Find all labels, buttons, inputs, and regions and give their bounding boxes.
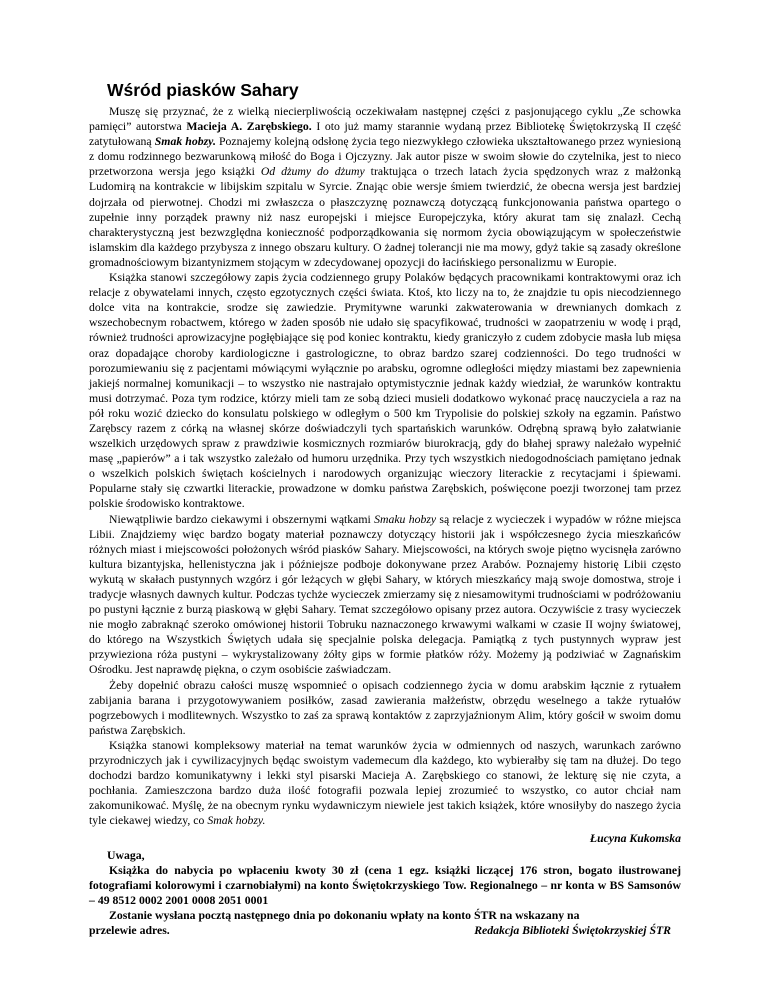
paragraph-3: [89, 512, 681, 678]
p1-text-b: I oto już mamy starannie wydaną przez Bibliotekę Świętokrzyską II część zatytułowaną: [89, 120, 681, 149]
paragraph-2: Książka stanowi szczegółowy zapis życia codziennego grupy Polaków będących pracownikami kontraktowymi oraz ich relacje z obywatelami innych, często egzotycznych części świata. Ktoś, kto liczy na to, że znajdzie tu opis niecodziennego dolce vita na kontrakcie, srodze się zawiedzie. Prymitywne warunki zakwaterowania w drewnianych domkach z wszechobecnym robactwem, którego w żaden sposób nie udało się spacyfikować, trudności w zaopatrzeniu w wodę i prąd, również trudności aprowizacyjne pogłębiające się pod koniec kontraktu, kiedy graniczyło z cudem zdobycie masła lub mięsa oraz dopadające choroby kardiologiczne i gastrologiczne, to obraz bardzo szarej codzienności. Do tego trudności w porozumiewaniu się z pacjentami mówiącymi wyłącznie po arabsku, ogromne odległości między miastami bez zapewnienia jakiejś normalnej komunikacji – to wszystko nie nastrajało optymistycznie jednak każdy wiedział, że warunków kontraktu musi dotrzymać. Poza tym rodzice, którzy mieli tam ze sobą dzieci musieli dodatkowo wykonać pracę nauczyciela a raz na pół roku wozić dziecko do konsulatu polskiego w odległym o 500 km Trypolisie do polskiej szkoły na egzamin. Państwo Zarębscy razem z córką na własnej skórze doświadczyli tych spartańskich warunków. Odrębną sprawą było załatwianie wszelkich urzędowych spraw z prawdziwie kosmicznych rozmiarów biurokracją, gdy do błahej sprawy należało wypełnić masę „papierów” a i tak wszystko zależało od humoru urzędnika. Przy tych wszystkich niedogodnościach pamiętano jednak o wszelkich polskich świętach kościelnych i narodowych organizując wieczory literackie z recytacjami i śpiewami. Popularne stały się czwartki literackie, prowadzone w domku państwa Zarębskich, poświęcone poezji tworzonej tam przez polskie środowisko kontraktowe.: [89, 271, 681, 511]
p5-text-a: Książka stanowi kompleksowy materiał na temat warunków życia w odmiennych od naszych, warunkach zarówno przyrodniczych jak i cywilizacyjnych będąc swoistym vademecum dla każdego, kto wybierałby się tam na dłużej. Do tego dochodzi bardzo komunikatywny i lekki styl pisarski Macieja A. Zarębskiego co stanowi, że lekturę się nie czyta, a pochłania. Zamieszczona bardzo duża ilość fotografii pozwala lepiej zrozumieć to wszystko, co autor chciał nam zakomunikować. Myślę, że na obecnym rynku wydawniczym niewiele jest takich książek, które wnosiłyby do naszego życia tyle ciekawej wiedzy, co: [89, 738, 681, 828]
notice-paragraph-2-end: przelewie adres.: [89, 924, 170, 938]
p3-text-a: Niewątpliwie bardzo ciekawymi i obszernymi wątkami: [109, 512, 375, 526]
p1-text-d: traktująca o trzech latach życia spędzonych wraz z małżonką Ludomirą na kontrakcie w libijskim szpitalu w Syrcie. Znając obie wersje śmiem twierdzić, że obecna wersja jest bardziej dojrzała od pierwotnej. Chodzi mi zwłaszcza o płaszczyznę poznawczą dotyczącą funkcjonowania państwa opartego o zupełnie inny porządek prawny niż nasz europejski i miejsce Europejczyka, który akurat tam się znalazł. Cechą charakterystyczną jest bezwzględna konieczność podporządkowania się normom życia obowiązującym w społeczeństwie islamskim dla każdego przybysza z innego obszaru kultury. O żadnej tolerancji nie ma mowy, gdyż takie są zasady określone gromadnościowym bizantynizmem stojącym w zdecydowanej opozycji do łacińskiego personalizmu w Europie.: [89, 165, 681, 269]
book-title-closing: Smak hobzy.: [207, 814, 266, 828]
paragraph-5: [89, 738, 681, 829]
p3-text-b: są relacje z wycieczek i wypadów w różne miejsca Libii. Znajdziemy więc bardzo bogaty materiał poznawczy dotyczący historii jak i współczesnego życia mieszkańców różnych miast i miejscowości położonych wśród piasków Sahary. Miejscowości, na których swoje piętno wycisnęła zarówno kultura bizantyjska, hellenistyczna jak i późniejsze podboje dokonywane przez Arabów. Poznajemy historię Libii często wykutą w skałach pustynnych wzgórz i gór leżących w głębi Sahary, w których mieszkańcy mają swoje domostwa, stroje i tradycje własnych dawnych kultur. Podczas tychże wycieczek zmierzamy się z niesamowitymi trudnościami w podróżowaniu po pustyni łącznie z burzą piaskową w głębi Sahary. Temat szczegółowo opisany przez autora. Oczywiście z trasy wycieczek nie mogło zabraknąć szeroko omówionej historii Tobruku naznaczonego krwawymi walkami w czasie II wojny światowej, do którego na Wszystkich Świętych udała się specjalnie polska delegacja. Pamiątką z tych pustynnych wypraw jest przywieziona róża pustyni – wykrystalizowany żółty gips w formie płatków róży. Możemy ją podziwiać w Zagnańskim Ośrodku. Jest naprawdę piękna, o czym osobiście zaświadczam.: [89, 512, 681, 677]
notice-paragraph-1: Książka do nabycia po wpłaceniu kwoty 30 zł (cena 1 egz. książki liczącej 176 stron, bogato ilustrowanej fotografiami kolorowymi i czarnobiałymi) na konto Świętokrzyskiego Tow. Regionalnego – nr konta w BS Samsonów – 49 8512 0002 2001 0008 2051 0001: [89, 863, 681, 907]
previous-book-title: Od dżumy do dżumy: [260, 165, 365, 179]
paragraph-4: Żeby dopełnić obrazu całości muszę wspomnieć o opisach codziennego życia w domu arabskim łącznie z rytuałem zabijania barana i przygotowywaniem posiłków, zasad zawierania małżeństw, obrzędu weselnego a także rytuałów pogrzebowych i modlitewnych. Wszystko to zaś za sprawą kontaktów z zaprzyjaźnionym Alim, który gościł w swoim domu państwa Zarębskich.: [89, 678, 681, 737]
notice-heading: Uwaga,: [107, 848, 145, 862]
editorial-signature: Redakcja Biblioteki Świętokrzyskiej ŚTR: [474, 924, 671, 938]
p1-text-c: Poznajemy kolejną odsłonę życia tego niezwykłego człowieka ukształtowanego przez wyniesioną z domu rodzinnego bezwarunkową miłość do Boga i Ojczyzny. Jak autor pisze w swoim słowie do czytelnika, jest to nieco przetworzona wersja jego książki: [89, 135, 682, 179]
notice-paragraph-2: Zostanie wysłana pocztą następnego dnia po dokonaniu wpłaty na konto ŚTR na wskazany na: [109, 908, 580, 922]
p1-text-a: Muszę się przyznać, że z wielką niecierpliwością oczekiwałam następnej części z pasjonującego cyklu „Ze schowka pamięci” autorstwa: [89, 105, 681, 134]
document-page: [89, 80, 681, 938]
book-title-inline: Smaku hobzy: [374, 512, 437, 526]
book-title: Smak hobzy.: [154, 135, 216, 149]
author-name: Macieja A. Zarębskiego.: [186, 120, 312, 134]
notice-last-line: [89, 923, 681, 938]
paragraph-1: [89, 104, 681, 270]
author-signature: Łucyna Kukomska: [589, 831, 681, 845]
article-title: Wśród piasków Sahary: [107, 80, 299, 100]
